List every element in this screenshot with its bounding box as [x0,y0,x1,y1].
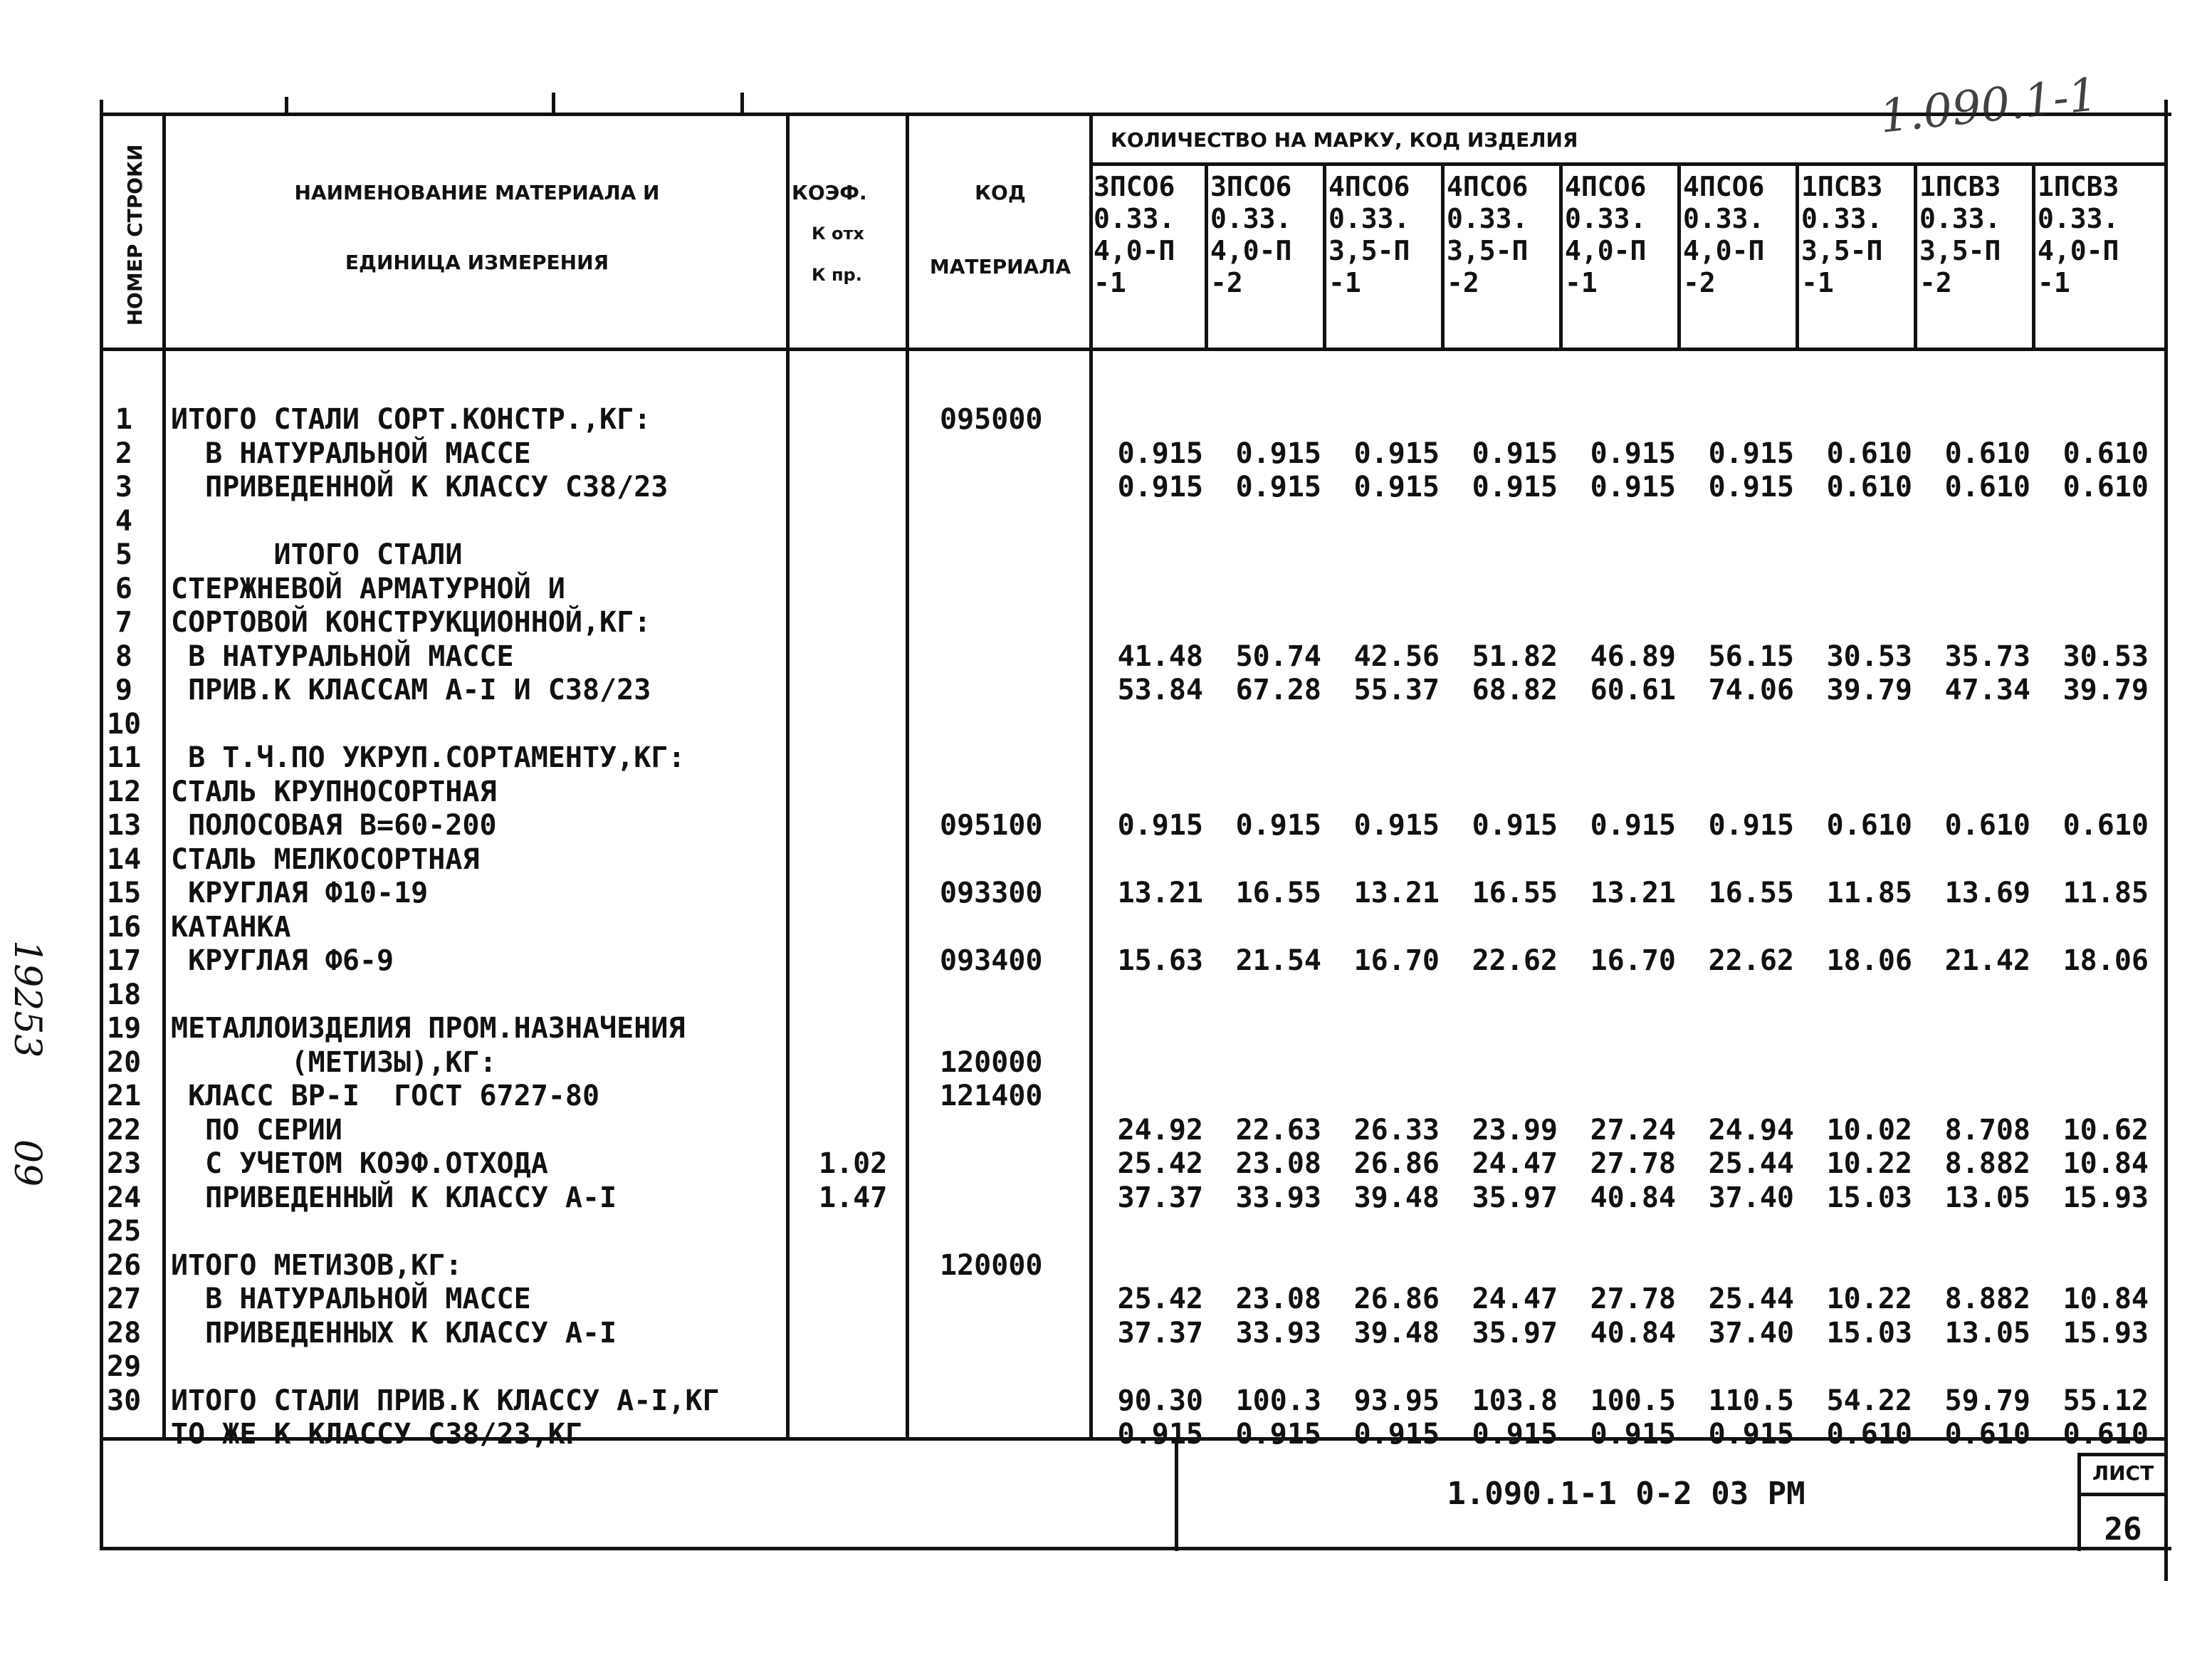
material-name: КЛАСС ВР-I ГОСТ 6727-80 [171,1080,600,1112]
document-code: 1.090.1-1 0-2 03 РМ [1447,1476,1805,1512]
table-row [0,1181,2212,1215]
quantity-value: 23.08 [1235,1147,1321,1180]
quantity-value: 15.03 [1826,1181,1912,1214]
quantity-value: 16.70 [1353,944,1440,977]
material-code: 121400 [940,1080,1043,1112]
row-number: 2 [115,437,132,470]
quantity-value: 50.74 [1235,640,1321,673]
quantity-value: 10.84 [2062,1147,2149,1180]
table-row [0,403,2212,437]
material-name: КРУГЛАЯ Ф6-9 [171,944,394,977]
quantity-value: 25.44 [1708,1283,1794,1315]
quantity-value: 0.610 [1944,437,2030,470]
quantity-value: 39.48 [1353,1316,1440,1350]
quantity-value: 16.55 [1708,877,1794,909]
row-number: 1 [115,403,132,436]
mark-header-5: 4ПСО6 0.33. 4,0-П -1 [1565,171,1647,298]
quantity-value: 0.915 [1117,471,1203,503]
quantity-value: 35.73 [1944,640,2030,673]
row-number: 26 [107,1248,142,1282]
quantity-value: 41.48 [1117,640,1203,673]
quantity-value: 55.12 [2062,1384,2149,1417]
table-row [0,1012,2212,1045]
quantity-value: 0.610 [1944,809,2030,842]
quantity-value: 35.97 [1472,1181,1558,1214]
quantity-value: 0.915 [1235,437,1321,470]
quantity-value: 0.915 [1472,437,1558,470]
quantity-value: 55.37 [1353,674,1440,706]
quantity-value: 0.610 [1944,471,2030,503]
coefficient: 1.47 [819,1181,888,1214]
quantity-value: 54.22 [1826,1384,1912,1417]
row-number: 12 [107,775,142,808]
quantity-value: 47.34 [1944,674,2030,706]
quantity-value: 11.85 [1826,877,1912,909]
quantity-value: 11.85 [2062,877,2149,909]
quantity-value: 39.48 [1353,1181,1440,1214]
kod-header-line2: МАТЕРИАЛА [929,255,1071,278]
quantity-value: 26.33 [1353,1113,1440,1147]
sheet-number: 26 [2104,1511,2142,1547]
mark-header-7: 1ПСВ3 0.33. 3,5-П -1 [1801,171,1883,298]
quantity-value: 13.21 [1590,877,1676,909]
quantity-value: 100.3 [1235,1384,1321,1417]
row-number: 16 [107,910,142,944]
table-row [0,877,2212,910]
material-name: ПРИВЕДЕННЫЙ К КЛАССУ А-I [171,1181,617,1214]
row-number: 21 [107,1080,142,1112]
quantity-value: 59.79 [1944,1384,2030,1417]
quantity-value: 0.915 [1708,471,1794,503]
quantity-value: 23.99 [1472,1113,1558,1147]
table-row [0,944,2212,978]
quantity-value: 0.915 [1590,471,1676,503]
quantity-value: 93.95 [1353,1384,1440,1417]
quantity-value: 10.62 [2062,1113,2149,1147]
material-name: ПОЛОСОВАЯ В=60-200 [171,809,497,842]
row-number: 19 [107,1012,142,1045]
quantity-value: 0.610 [1826,471,1912,503]
table-row [0,538,2212,572]
quantity-value: 0.915 [1235,471,1321,503]
quantity-value: 33.93 [1235,1181,1321,1214]
material-name: КРУГЛАЯ Ф10-19 [171,877,429,909]
quantity-value: 10.02 [1826,1113,1912,1147]
quantity-value: 18.06 [1826,944,1912,977]
quantity-value: 22.62 [1708,944,1794,977]
row-number: 28 [107,1316,142,1350]
footer-sheet-line [2077,1493,2164,1496]
quantity-value: 25.42 [1117,1283,1203,1315]
quantity-value: 15.03 [1826,1316,1912,1350]
quantity-value: 35.97 [1472,1316,1558,1350]
quantity-value: 22.63 [1235,1113,1321,1147]
quantity-value: 33.93 [1235,1316,1321,1350]
quantity-value: 37.40 [1708,1316,1794,1350]
table-row [0,1215,2212,1248]
tick-mark [552,93,555,114]
quantity-value: 68.82 [1472,674,1558,706]
row-number: 24 [107,1181,142,1214]
quantity-value: 8.708 [1944,1113,2030,1147]
quantity-value: 13.21 [1353,877,1440,909]
row-number: 7 [115,606,132,639]
table-row [0,606,2212,640]
sheet-label: ЛИСТ [2092,1461,2154,1485]
quantity-value: 0.915 [1472,809,1558,842]
row-number: 8 [115,640,132,673]
table-row [0,1418,2212,1451]
quantity-value: 22.62 [1472,944,1558,977]
quantity-value: 51.82 [1472,640,1558,673]
quantity-value: 13.69 [1944,877,2030,909]
table-row [0,471,2212,504]
material-name: (МЕТИЗЫ),КГ: [171,1045,497,1079]
quantity-value: 39.79 [1826,674,1912,706]
quantity-value: 18.06 [2062,944,2149,977]
mark-header-9: 1ПСВ3 0.33. 4,0-П -1 [2038,171,2119,298]
koef-header-line3: К пр. [812,265,862,285]
quantity-value: 53.84 [1117,674,1203,706]
quantity-value: 37.37 [1117,1316,1203,1350]
material-name: ПРИВЕДЕННОЙ К КЛАССУ С38/23 [171,471,669,503]
quantity-value: 10.22 [1826,1147,1912,1180]
inventory-suffix: 09 [6,1139,48,1187]
quantity-value: 10.84 [2062,1283,2149,1315]
material-name: В НАТУРАЛЬНОЙ МАССЕ [171,437,531,470]
quantity-value: 0.915 [1117,437,1203,470]
quantity-value: 21.42 [1944,944,2030,977]
table-row [0,1249,2212,1283]
material-code: 093400 [940,944,1043,977]
row-number: 17 [107,944,142,977]
quantity-value: 21.54 [1235,944,1321,977]
row-number: 15 [107,877,142,909]
table-row [0,1350,2212,1384]
koef-header-line1: КОЭФ. [792,181,867,204]
kod-header-line1: КОД [975,181,1026,204]
coefficient: 1.02 [819,1147,888,1180]
material-name: В НАТУРАЛЬНОЙ МАССЕ [171,1283,531,1315]
quantity-value: 0.610 [1826,437,1912,470]
quantity-value: 13.05 [1944,1181,2030,1214]
row-number: 3 [115,471,132,503]
table-row [0,437,2212,471]
quantity-value: 16.70 [1590,944,1676,977]
material-code: 120000 [940,1045,1043,1079]
material-name: ПРИВЕДЕННЫХ К КЛАССУ А-I [171,1316,617,1350]
quantity-value: 27.78 [1590,1147,1676,1180]
quantity-value: 0.915 [1117,1418,1203,1451]
frame-top-line [100,113,2171,116]
quantity-header: КОЛИЧЕСТВО НА МАРКУ, КОД ИЗДЕЛИЯ [1111,128,1578,152]
material-name: ИТОГО МЕТИЗОВ,КГ: [171,1248,463,1282]
row-number: 22 [107,1113,142,1147]
material-name: ИТОГО СТАЛИ [171,538,463,571]
row-number: 20 [107,1045,142,1079]
table-row [0,674,2212,707]
table-row [0,776,2212,809]
material-name: ПО СЕРИИ [171,1113,342,1147]
quantity-value: 0.915 [1708,437,1794,470]
quantity-value: 42.56 [1353,640,1440,673]
quantity-value: 30.53 [1826,640,1912,673]
material-name: ПРИВ.К КЛАССАМ А-I И С38/23 [171,674,651,706]
quantity-value: 74.06 [1708,674,1794,706]
quantity-value: 0.915 [1235,1418,1321,1451]
quantity-value: 0.610 [2062,437,2149,470]
quantity-value: 37.40 [1708,1181,1794,1214]
quantity-value: 103.8 [1472,1384,1558,1417]
quantity-value: 0.915 [1117,809,1203,842]
quantity-value: 30.53 [2062,640,2149,673]
material-name: МЕТАЛЛОИЗДЕЛИЯ ПРОМ.НАЗНАЧЕНИЯ [171,1012,686,1045]
row-number: 27 [107,1283,142,1315]
quantity-value: 23.08 [1235,1283,1321,1315]
quantity-value: 0.915 [1708,809,1794,842]
material-name: В НАТУРАЛЬНОЙ МАССЕ [171,640,514,673]
inventory-number: 19253 [6,940,48,1058]
quantity-value: 8.882 [1944,1147,2030,1180]
tick-mark [285,97,288,114]
row-number: 14 [107,842,142,876]
material-name: КАТАНКА [171,910,291,944]
row-number: 11 [107,741,142,774]
quantity-value: 0.915 [1472,471,1558,503]
row-number: 29 [107,1350,142,1383]
row-number: 10 [107,707,142,741]
material-code: 120000 [940,1248,1043,1282]
quantity-value: 110.5 [1708,1384,1794,1417]
footer-sheet-sep [2077,1453,2081,1551]
footer-sheet-top [2077,1453,2164,1456]
material-name: ИТОГО СТАЛИ ПРИВ.К КЛАССУ А-I,КГ [171,1384,720,1417]
row-number: 13 [107,809,142,842]
table-row [0,809,2212,842]
table-row [0,1384,2212,1418]
row-number: 5 [115,538,132,571]
material-code: 095000 [940,403,1043,436]
table-row [0,911,2212,944]
mark-header-6: 4ПСО6 0.33. 4,0-П -2 [1683,171,1765,298]
quantity-value: 0.915 [1590,809,1676,842]
header-bottom-line [100,348,2168,351]
quantity-value: 0.915 [1708,1418,1794,1451]
koef-header-line2: К отх [812,224,864,244]
quantity-value: 0.915 [1590,437,1676,470]
frame-bottom-line [100,1547,2171,1550]
quantity-value: 25.42 [1117,1147,1203,1180]
quantity-value: 56.15 [1708,640,1794,673]
quantity-value: 26.86 [1353,1147,1440,1180]
quantity-value: 0.610 [1826,809,1912,842]
mark-header-8: 1ПСВ3 0.33. 3,5-П -2 [1919,171,2001,298]
quantity-value: 0.915 [1590,1418,1676,1451]
name-header-line2: ЕДИНИЦА ИЗМЕРЕНИЯ [345,251,609,274]
quantity-value: 0.610 [2062,471,2149,503]
quantity-value: 0.610 [2062,809,2149,842]
quantity-value: 0.610 [1826,1418,1912,1451]
table-row [0,573,2212,606]
material-name: СОРТОВОЙ КОНСТРУКЦИОННОЙ,КГ: [171,606,651,639]
name-header-line1: НАИМЕНОВАНИЕ МАТЕРИАЛА И [294,181,660,204]
quantity-value: 26.86 [1353,1283,1440,1315]
table-row [0,640,2212,674]
table-row [0,741,2212,775]
table-row [0,708,2212,741]
quantity-value: 24.47 [1472,1147,1558,1180]
quantity-value: 27.24 [1590,1113,1676,1147]
row-number: 4 [115,504,132,538]
quantity-header-line [1089,162,2168,166]
table-row [0,843,2212,877]
quantity-value: 0.915 [1353,471,1440,503]
table-row [0,1147,2212,1181]
material-name: В Т.Ч.ПО УКРУП.СОРТАМЕНТУ,КГ: [171,741,686,774]
row-number: 25 [107,1215,142,1248]
quantity-value: 25.44 [1708,1147,1794,1180]
row-number: 23 [107,1147,142,1180]
material-name: ИТОГО СТАЛИ СОРТ.КОНСТР.,КГ: [171,403,651,436]
quantity-value: 100.5 [1590,1384,1676,1417]
quantity-value: 15.93 [2062,1316,2149,1350]
row-number: 30 [107,1384,142,1417]
row-number: 18 [107,978,142,1011]
quantity-value: 24.94 [1708,1113,1794,1147]
quantity-value: 13.21 [1117,877,1203,909]
quantity-value: 10.22 [1826,1283,1912,1315]
quantity-value: 27.78 [1590,1283,1676,1315]
quantity-value: 40.84 [1590,1316,1676,1350]
handwritten-note: 1.090.1-1 [1877,68,2100,144]
quantity-value: 0.915 [1353,437,1440,470]
quantity-value: 90.30 [1117,1384,1203,1417]
quantity-value: 0.610 [1944,1418,2030,1451]
quantity-value: 8.882 [1944,1283,2030,1315]
material-code: 093300 [940,877,1043,909]
table-row [0,1046,2212,1080]
table-row [0,1283,2212,1316]
quantity-value: 67.28 [1235,674,1321,706]
table-row [0,978,2212,1012]
quantity-value: 40.84 [1590,1181,1676,1214]
quantity-value: 24.47 [1472,1283,1558,1315]
mark-header-4: 4ПСО6 0.33. 3,5-П -2 [1447,171,1529,298]
table-row [0,1317,2212,1350]
table-row [0,505,2212,538]
quantity-value: 0.610 [2062,1418,2149,1451]
material-name: СТЕРЖНЕВОЙ АРМАТУРНОЙ И [171,572,565,605]
quantity-value: 24.92 [1117,1113,1203,1147]
tick-mark [740,93,744,114]
table-row [0,1080,2212,1113]
material-name: СТАЛЬ КРУПНОСОРТНАЯ [171,775,497,808]
material-name: СТАЛЬ МЕЛКОСОРТНАЯ [171,842,480,876]
quantity-value: 39.79 [2062,674,2149,706]
mark-header-2: 3ПСО6 0.33. 4,0-П -2 [1210,171,1292,298]
material-name: С УЧЕТОМ КОЭФ.ОТХОДА [171,1147,548,1180]
quantity-value: 37.37 [1117,1181,1203,1214]
material-name: ТО ЖЕ К КЛАССУ С38/23,КГ [171,1418,582,1451]
row-number: 6 [115,572,132,605]
quantity-value: 0.915 [1353,809,1440,842]
mark-header-1: 3ПСО6 0.33. 4,0-П -1 [1094,171,1175,298]
row-number: 9 [115,674,132,706]
quantity-value: 16.55 [1235,877,1321,909]
quantity-value: 15.63 [1117,944,1203,977]
quantity-value: 0.915 [1235,809,1321,842]
quantity-value: 46.89 [1590,640,1676,673]
quantity-value: 0.915 [1472,1418,1558,1451]
quantity-value: 0.915 [1353,1418,1440,1451]
mark-header-3: 4ПСО6 0.33. 3,5-П -1 [1328,171,1410,298]
quantity-value: 13.05 [1944,1316,2030,1350]
quantity-value: 60.61 [1590,674,1676,706]
quantity-value: 16.55 [1472,877,1558,909]
quantity-value: 15.93 [2062,1181,2149,1214]
row-number-header: НОМЕР СТРОКИ [123,144,147,326]
material-code: 095100 [940,809,1043,842]
table-row [0,1114,2212,1147]
